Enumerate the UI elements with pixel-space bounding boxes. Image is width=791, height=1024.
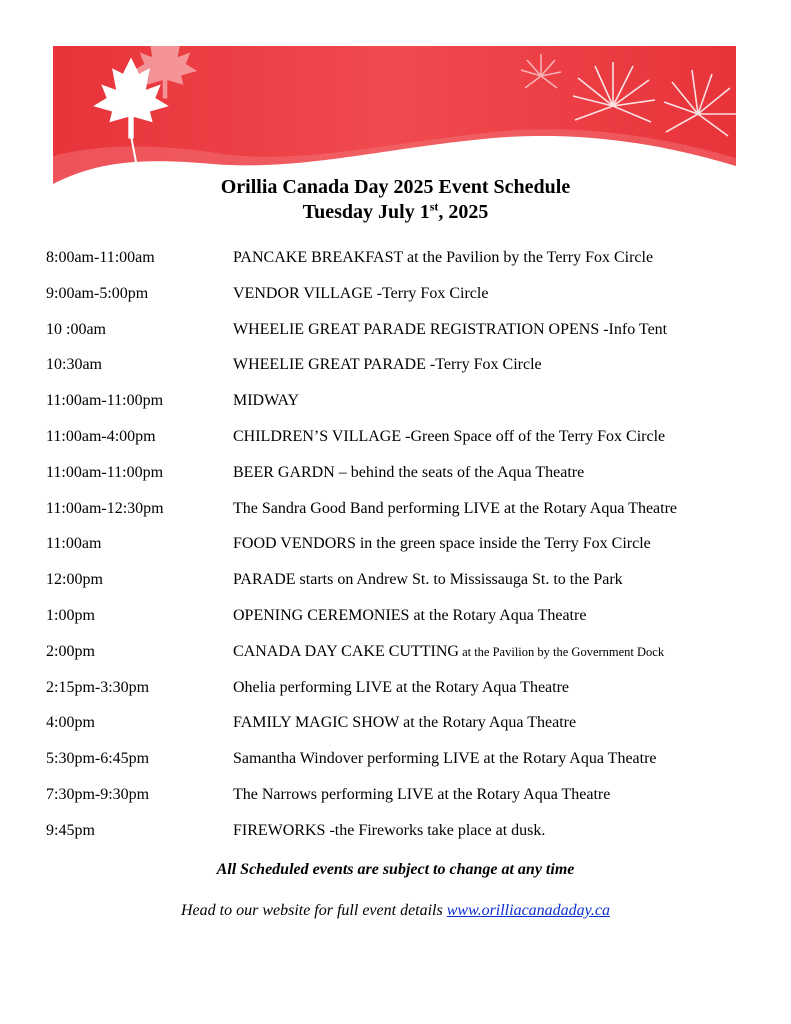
event-description bbox=[233, 819, 545, 843]
schedule-row bbox=[46, 318, 766, 354]
event-time: 8:00am-11:00am bbox=[46, 249, 155, 266]
event-title: The Sandra Good Band performing LIVE at the Rotary Aqua Theatre bbox=[233, 499, 678, 517]
event-description bbox=[233, 389, 299, 413]
event-time: 12:00pm bbox=[46, 571, 103, 589]
event-description bbox=[233, 318, 667, 342]
event-title: FOOD VENDORS in the green space inside the Terry Fox Circle bbox=[233, 535, 651, 553]
schedule-row bbox=[46, 246, 766, 282]
event-description bbox=[233, 747, 657, 771]
event-title: Samantha Windover performing LIVE at the Rotary Aqua Theatre bbox=[233, 750, 657, 768]
schedule-row bbox=[46, 461, 766, 497]
event-title: WHEELIE GREAT PARADE REGISTRATION OPENS -Info Tent bbox=[233, 320, 668, 338]
event-description bbox=[233, 711, 576, 735]
event-title: PANCAKE BREAKFAST at the Pavilion by the Terry Fox Circle bbox=[233, 249, 654, 266]
schedule-row bbox=[46, 747, 766, 783]
event-description bbox=[233, 246, 653, 270]
event-date-main: Tuesday July 1 bbox=[302, 201, 430, 223]
website-link[interactable]: www.orilliacanadaday.ca bbox=[446, 902, 610, 919]
disclaimer: All Scheduled events are subject to change at any time bbox=[216, 861, 575, 878]
event-time: 9:00am-5:00pm bbox=[46, 284, 149, 302]
header-banner bbox=[53, 46, 736, 186]
event-time: 4:00pm bbox=[46, 714, 95, 732]
event-title: CHILDREN’S VILLAGE -Green Space off of the Terry Fox Circle bbox=[233, 427, 666, 445]
event-description bbox=[233, 532, 651, 556]
event-description bbox=[233, 425, 665, 449]
schedule-row bbox=[46, 783, 766, 819]
event-date-ordinal: st bbox=[429, 199, 439, 214]
event-description bbox=[233, 640, 664, 664]
event-time: 11:00am-11:00pm bbox=[46, 392, 164, 410]
event-time: 11:00am-11:00pm bbox=[46, 463, 164, 481]
schedule-row bbox=[46, 353, 766, 389]
event-title: The Narrows performing LIVE at the Rotary Aqua Theatre bbox=[233, 785, 611, 803]
event-time: 7:30pm-9:30pm bbox=[46, 785, 150, 803]
schedule-row bbox=[46, 425, 766, 461]
event-time: 5:30pm-6:45pm bbox=[46, 750, 150, 768]
schedule-row bbox=[46, 819, 766, 855]
event-description bbox=[233, 461, 584, 485]
event-title: FAMILY MAGIC SHOW at the Rotary Aqua Theatre bbox=[233, 714, 577, 732]
event-time: 2:00pm bbox=[46, 642, 95, 660]
event-location: at the Pavilion by the Government Dock bbox=[458, 644, 665, 659]
event-title: BEER GARDN – behind the seats of the Aqua Theatre bbox=[233, 463, 585, 481]
event-title: PARADE starts on Andrew St. to Mississauga St. to the Park bbox=[233, 571, 623, 589]
schedule-row bbox=[46, 711, 766, 747]
event-description bbox=[233, 282, 488, 306]
footer bbox=[0, 902, 791, 920]
event-description bbox=[233, 568, 623, 592]
event-date bbox=[0, 200, 791, 225]
event-title: MIDWAY bbox=[233, 392, 300, 410]
event-time: 10:30am bbox=[46, 356, 102, 374]
schedule-row bbox=[46, 282, 766, 318]
footer-text: Head to our website for full event details bbox=[180, 902, 447, 919]
event-title: Ohelia performing LIVE at the Rotary Aqua Theatre bbox=[233, 678, 570, 696]
event-date-year: , 2025 bbox=[438, 201, 489, 223]
event-time: 9:45pm bbox=[46, 821, 95, 839]
schedule-row bbox=[46, 640, 766, 676]
event-description bbox=[233, 783, 610, 807]
schedule-row bbox=[46, 604, 766, 640]
schedule-row bbox=[46, 497, 766, 533]
schedule-row bbox=[46, 676, 766, 712]
event-title: WHEELIE GREAT PARADE -Terry Fox Circle bbox=[233, 356, 542, 374]
event-description bbox=[233, 497, 677, 521]
event-time: 10 :00am bbox=[46, 320, 106, 338]
event-time: 2:15pm-3:30pm bbox=[46, 678, 150, 696]
event-title: CANADA DAY CAKE CUTTING bbox=[233, 642, 459, 660]
event-time: 11:00am-4:00pm bbox=[46, 427, 156, 445]
event-schedule bbox=[46, 246, 766, 855]
title-block bbox=[0, 175, 791, 225]
schedule-row bbox=[46, 568, 766, 604]
event-time: 1:00pm bbox=[46, 606, 95, 624]
event-title: VENDOR VILLAGE -Terry Fox Circle bbox=[233, 284, 489, 302]
schedule-row bbox=[46, 389, 766, 425]
page-title: Orillia Canada Day 2025 Event Schedule bbox=[220, 176, 571, 198]
event-description bbox=[233, 604, 586, 628]
schedule-row bbox=[46, 532, 766, 568]
event-description bbox=[233, 353, 542, 377]
event-title: OPENING CEREMONIES at the Rotary Aqua Theatre bbox=[233, 606, 587, 624]
event-time: 11:00am bbox=[46, 535, 102, 553]
event-description bbox=[233, 676, 569, 700]
event-time: 11:00am-12:30pm bbox=[46, 499, 164, 517]
event-title: FIREWORKS -the Fireworks take place at dusk. bbox=[233, 821, 546, 839]
